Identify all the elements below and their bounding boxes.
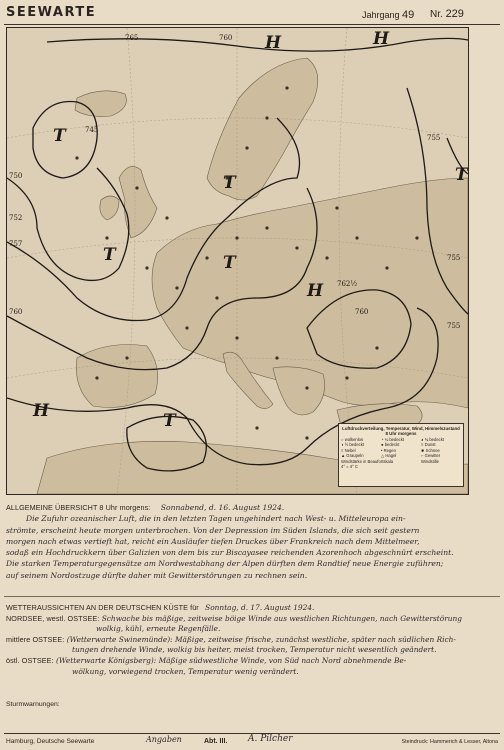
station-mark [125,356,128,359]
forecast-oestl [6,656,500,667]
station-mark [255,426,258,429]
station-mark [265,226,268,229]
legend-item: ≡ Nebel [341,447,356,453]
station-mark [235,336,238,339]
jahrgang-label: Jahrgang [362,10,400,20]
header-issue-number [430,8,464,20]
legend-footer: 4° = 4° C [341,464,358,470]
station-mark [245,146,248,149]
land-britain [119,166,157,238]
footer-publisher: Hamburg, Deutsche Seewarte [6,738,95,745]
mittlere-text: (Wetterwarte Swinemünde): Mäßige, zeitweise frische, zunächst westliche, später nach südlichen Rich- [66,634,456,644]
station-mark [375,346,378,349]
overview-line: strömte, erscheint heute morgen unterbrochen. Von der Depression im Süden Islands, die sich seit gestern [6,525,420,535]
header-rule [4,24,500,25]
station-mark [185,326,188,329]
overview-date: Sonnabend, d. 16. August 1924. [160,503,285,512]
legend-title: Luftdruckverteilung, Temperatur, Wind, Himmelszustand 8 Uhr morgens [342,426,460,436]
mittlere-label: mittlere OSTSEE: [6,634,65,644]
isobar-label: 760 [219,34,233,42]
forecast-header [6,603,500,614]
overview-line: auf seinem Nordostzuge dürfte daher mit Gewitterstörungen zu rechnen sein. [6,570,308,580]
tief-marker: T [163,411,176,431]
legend-item: ◕ ¾ bedeckt [421,437,445,442]
station-mark [95,376,98,379]
legend-item: ≡ Dunst [421,442,436,448]
hoch-marker: H [307,281,324,301]
isobar-label: 755 [447,254,461,262]
forecast-nordsee [6,614,500,625]
legend-item: ○ wolkenlos [341,437,364,442]
storm-warnings-label: Sturmwarnungen: [6,701,60,708]
nr-value: 229 [445,8,464,20]
station-mark [325,256,328,259]
station-mark [335,206,338,209]
footer-signature-2: A. Pilcher [248,734,293,744]
forecast-date: Sonntag, d. 17. August 1924. [205,603,315,612]
station-mark [385,266,388,269]
station-mark [275,356,278,359]
station-mark [305,386,308,389]
map-legend [338,423,464,487]
station-mark [345,376,348,379]
station-mark [145,266,148,269]
station-mark [105,236,108,239]
legend-item: Windstärke in Beaufortskala [341,458,394,464]
land-ireland [100,196,119,220]
section-divider [4,596,500,597]
forecast-label: WETTERAUSSICHTEN AN DER DEUTSCHEN KÜSTE für [6,603,199,612]
station-mark [235,236,238,239]
overview-line: Die starken Temperaturgegensätze am Nordwestabhang der Alpen dürften dem Randtief neue Energie zuführen; [6,559,444,569]
isobar-label: 760 [355,308,369,316]
legend-item: ◑ ½ bedeckt [341,442,365,448]
header-title: SEEWARTE [6,5,97,20]
station-mark [205,256,208,259]
legend-item: Windstille [421,458,439,464]
station-mark [165,216,168,219]
hoch-marker: H [373,29,390,49]
station-mark [295,246,298,249]
station-mark [285,86,288,89]
footer-department: Abt. III. [204,738,228,745]
legend-item: △ Hagel [381,453,397,459]
station-mark [265,116,268,119]
legend-item: ● bedeckt [381,442,400,448]
land-iberia [76,345,157,408]
nordsee-text: Schwache bis mäßige, zeitweise böige Winde aus westlichen Richtungen, nach Gewitterstörung [101,613,463,623]
legend-item: ▲ Graupeln [341,453,364,459]
legend-item: • Regen [381,447,396,453]
nordsee-label: NORDSEE, westl. OSTSEE: [6,613,100,623]
overview-line: sodaß ein Hochdruckkern über Galizien von dem bis zur Biscayasee reichenden Azorenhoch abgeschnürt erscheint. [6,548,454,558]
jahrgang-value: 49 [402,9,415,21]
station-mark [215,296,218,299]
overview-line: Die Zufuhr ozeanischer Luft, die in den letzten Tagen ungehindert nach West- u. Mitteleuropa ein- [26,514,406,524]
overview-header [6,502,500,513]
tief-marker: T [53,126,66,146]
general-overview [6,502,500,581]
overview-label: ALLGEMEINE ÜBERSICHT 8 Uhr morgens: [6,503,151,512]
isobar-label: 752 [9,214,23,222]
legend-item: ⌐ Gewitter [421,453,441,459]
isobar-label: 745 [85,126,99,134]
land-balkans [273,367,325,415]
hoch-marker: H [33,401,50,421]
isobar-label: 755 [447,322,461,330]
station-mark [355,236,358,239]
hoch-marker: H [265,33,282,53]
isobar-765-north [47,38,468,51]
header-jahrgang [362,9,414,21]
station-mark [415,236,418,239]
tief-marker: T [223,173,236,193]
forecast-mittlere [6,635,500,646]
mittlere-text-cont: tungen drehende Winde, wolkig bis heiter, meist trocken, Temperatur nicht wesentlich geändert. [72,645,437,655]
coast-forecast [6,603,500,677]
legend-item: ✱ Schnee [421,447,440,453]
legend-items [341,437,461,464]
footer-signature-1: Angaben [146,735,182,744]
overview-line: morgen nach etwas vertieft hat, reicht ein Ausläufer tiefen Druckes über Frankreich nach dem Mittelmeer, [6,536,420,546]
isobar-label: 755 [427,134,441,142]
isobar-label: 762½ [337,280,358,288]
station-mark [135,186,138,189]
tief-marker: T [455,165,468,185]
station-mark [75,156,78,159]
tief-marker: T [223,253,236,273]
oestl-text-cont: wölkung, vorwiegend trocken, Temperatur wenig verändert. [72,666,299,676]
isobar-label: 750 [9,172,23,180]
isobar-label: 760 [9,308,23,316]
isobar-label: 757 [9,240,23,248]
station-mark [175,286,178,289]
oestl-text: (Wetterwarte Königsberg): Mäßige südwestliche Winde, von Süd nach Nord abnehmende Be- [56,655,407,665]
legend-item: ◔ ¼ bedeckt [381,437,405,442]
station-mark [305,436,308,439]
tief-marker: T [103,245,116,265]
footer-printer: Steindruck: Hammerich & Lesser, Altona [401,739,498,745]
isobar-label: 765 [125,34,139,42]
nr-label: Nr. [430,9,443,20]
oestl-label: östl. OSTSEE: [6,655,54,665]
nordsee-text-cont: wolkig, kühl, erneute Regenfälle. [96,624,221,634]
